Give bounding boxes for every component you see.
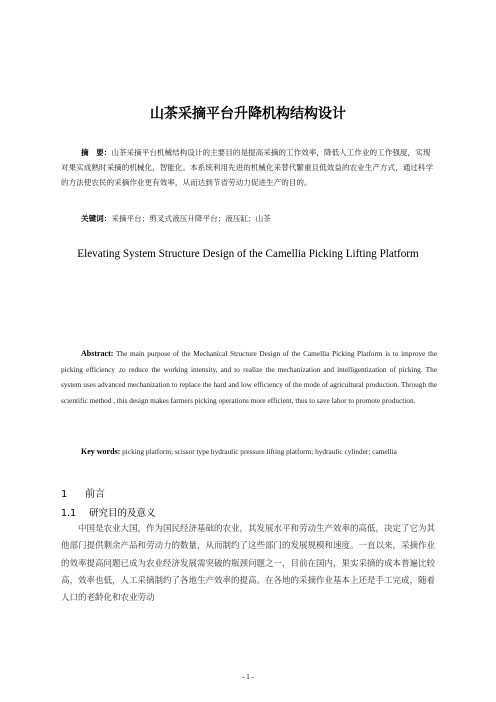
abstract-en-label: Abstract: xyxy=(81,349,114,358)
paper-title-en: Elevating System Structure Design of the Camellia Picking Lifting Platform xyxy=(77,248,419,260)
section-heading-1-1 xyxy=(61,505,156,519)
abstract-en-text: The main purpose of the Mechanical Structure Design of the Camellia Picking Platform is to improve the picking efficiency ,to reduce the working intensity, and to realize the mechanization and intelligentization of picking. The system uses advanced mechanization to replace the hard and low efficiency of the mode of agricultural production. Through the scientific method , this design makes farmers picking operations more efficient, thus to save labor to promote production. xyxy=(61,349,437,405)
section-number: 1.1 xyxy=(61,508,77,519)
keywords-cn-text: 采摘平台；剪叉式液压升降平台；液压缸；山茶 xyxy=(111,214,271,223)
page-number: - 1 - xyxy=(242,673,254,681)
abstract-cn xyxy=(61,145,437,191)
abstract-cn-label: 摘 要： xyxy=(81,148,112,157)
keywords-en-label: Key words: xyxy=(81,447,121,456)
section-title: 研究目的及意义 xyxy=(89,508,156,519)
abstract-en xyxy=(61,346,437,408)
section-title: 前言 xyxy=(85,489,105,500)
keywords-cn-label: 关键词： xyxy=(81,214,112,223)
paper-title-cn: 山茶采摘平台升降机构结构设计 xyxy=(150,106,346,122)
keywords-cn xyxy=(81,213,271,224)
keywords-en xyxy=(61,444,437,460)
body-paragraph: 中国是农业大国，作为国民经济基础的农业，其发展水平和劳动生产效率的高低，决定了它为其他部门提供剩余产品和劳动力的数量，从而制约了这些部门的发展规模和速度。一直以来，采摘作业的效率提高问题已成为农业经济发展需突破的瓶颈问题之一，目前在国内，果实采摘的成本普遍比较高，效率也低，人工采摘制约了各地生产效率的提高。在各地的采摘作业基本上还是手工完成，随着人口的老龄化和农业劳动 xyxy=(61,524,436,604)
abstract-cn-text: 山茶采摘平台机械结构设计的主要目的是提高采摘的工作效率，降低人工作业的工作强度，实现对果实成熟时采摘的机械化，智能化。本系统利用先进的机械化来替代繁重且低效益的农业生产方式，通过科学的方法使农民的采摘作业更有效率，从而达到节省劳动力促进生产的目的。 xyxy=(61,148,434,188)
section-heading-1 xyxy=(61,485,105,500)
keywords-en-text: picking platform; scissor type hydraulic pressure lifting platform; hydraulic cylinder; camellia xyxy=(120,447,397,456)
section-number: 1 xyxy=(61,489,68,500)
